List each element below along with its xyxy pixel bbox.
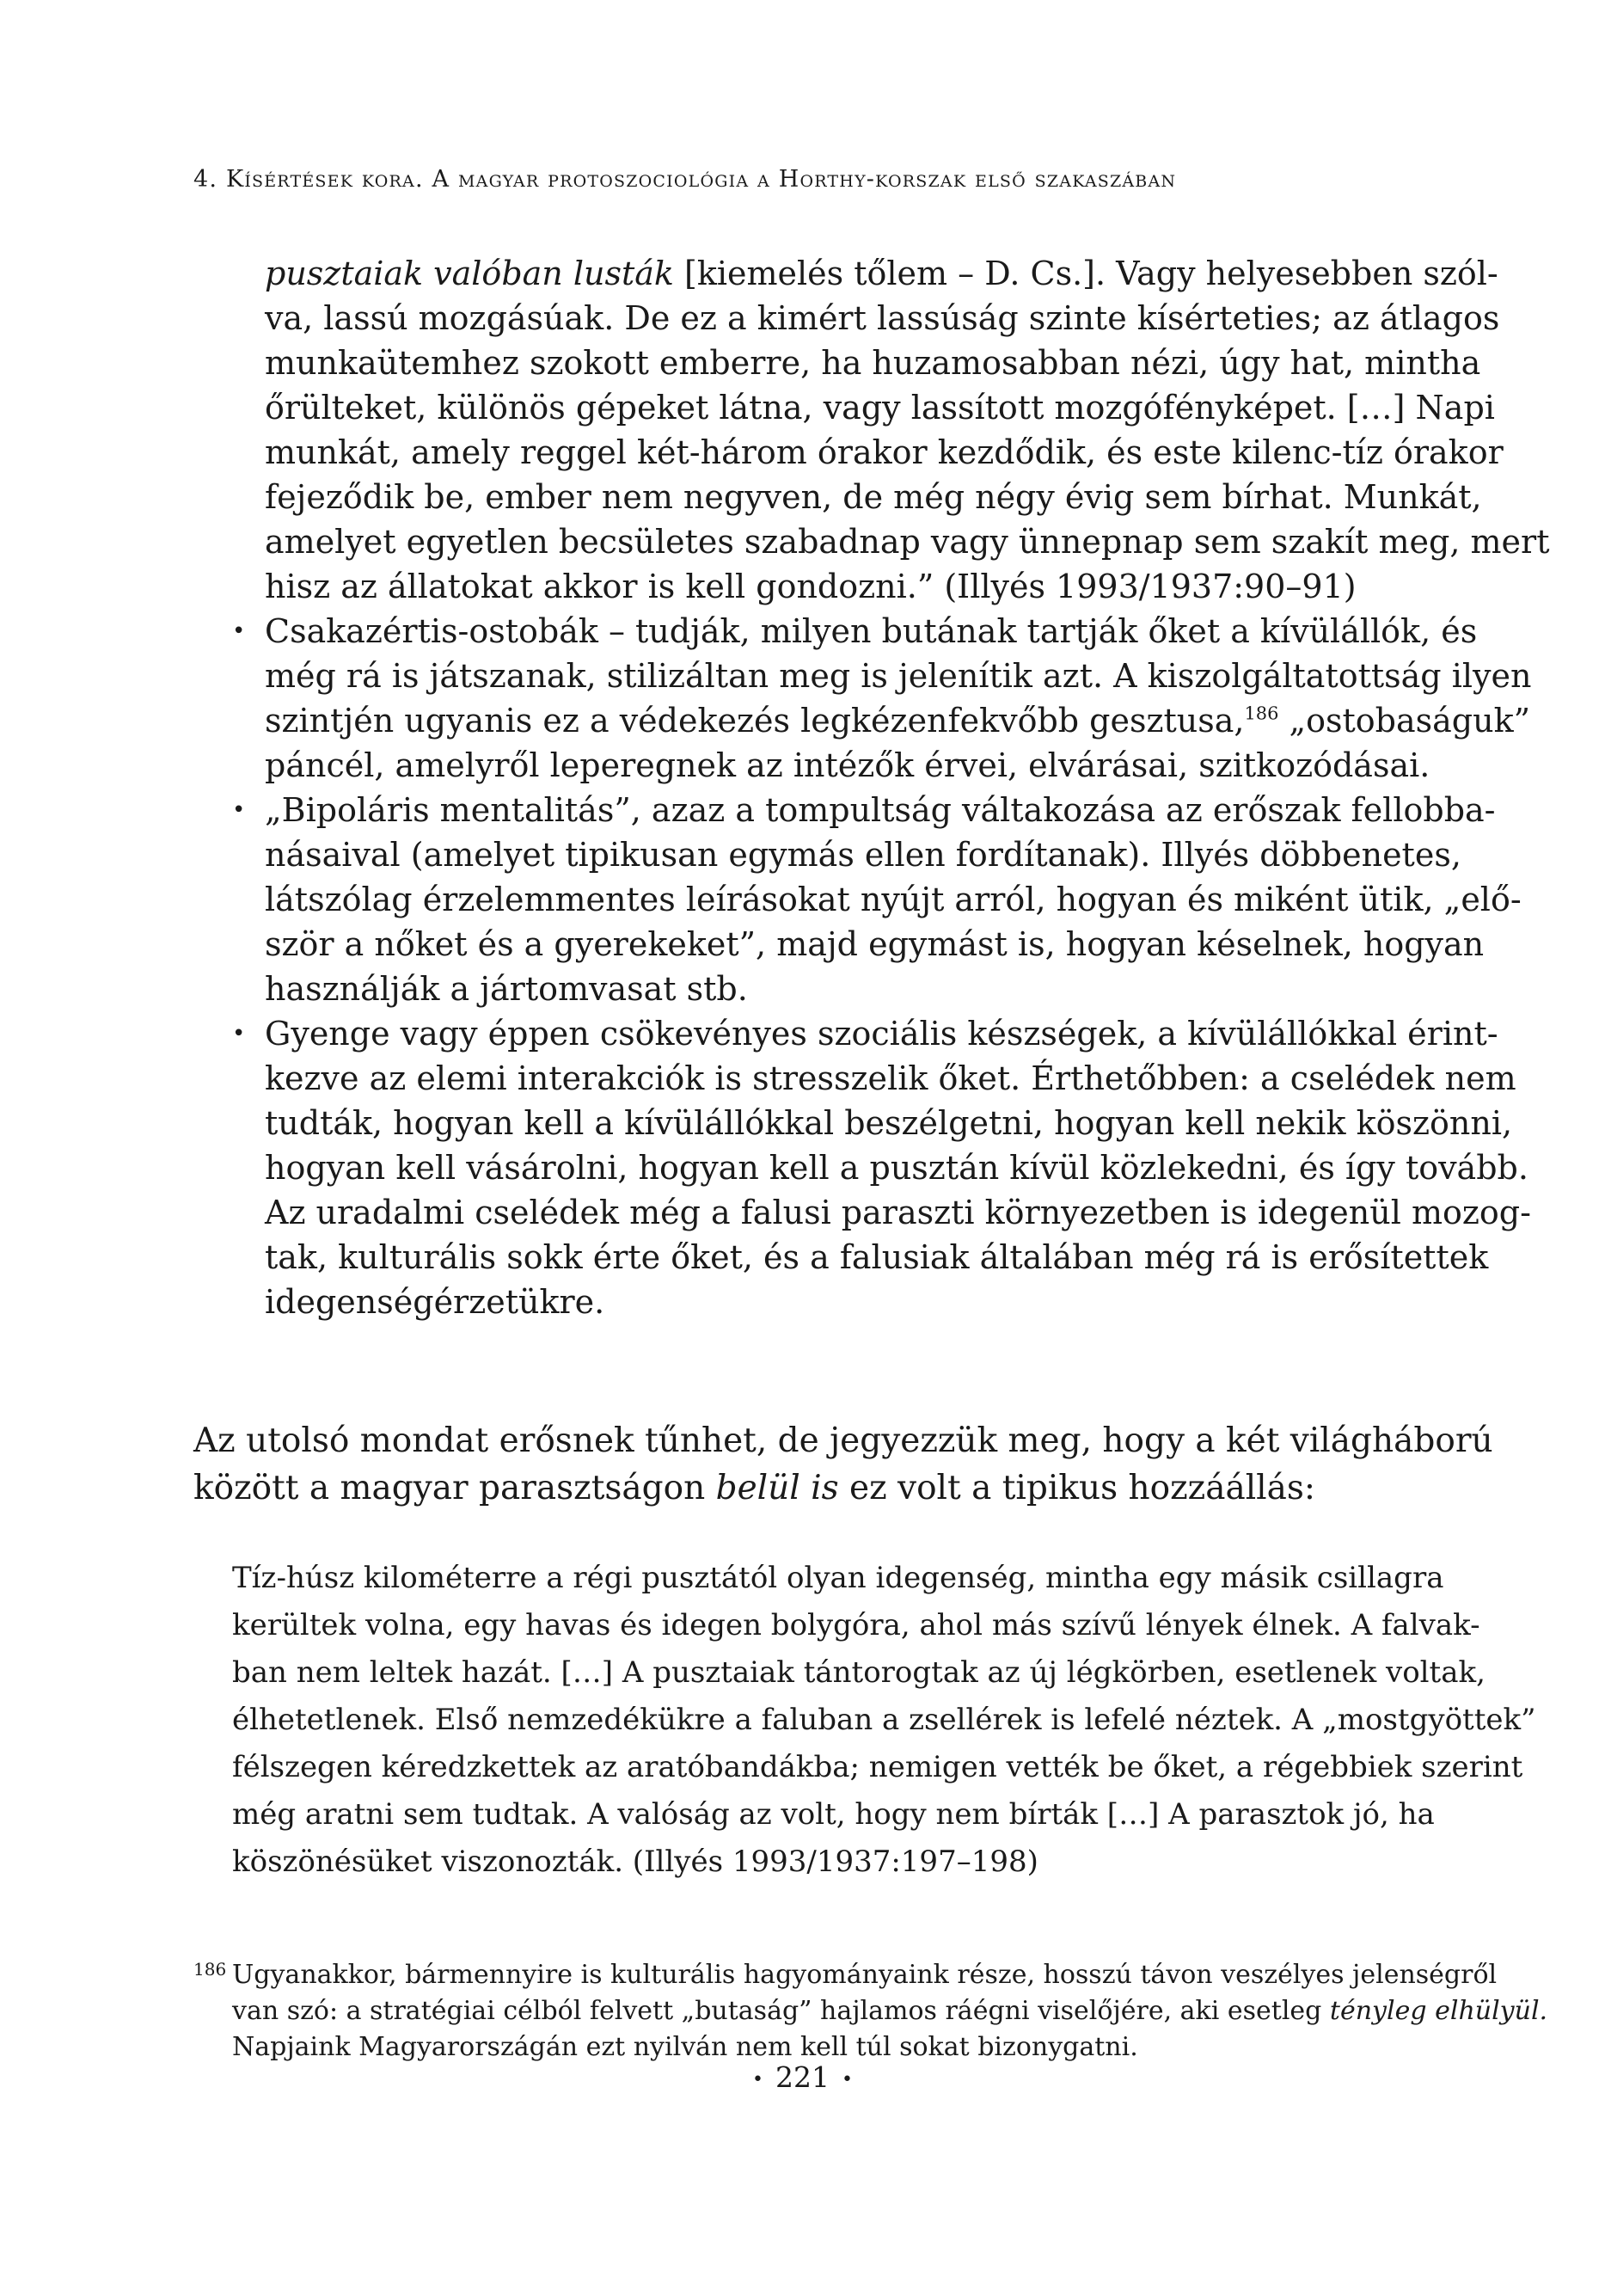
- footnote-text: [232, 1957, 1548, 2066]
- footnote-ref[interactable]: 186: [1244, 703, 1279, 724]
- italic-phrase: belül is: [715, 1469, 839, 1507]
- bullet-dot-icon: •: [232, 1021, 246, 1047]
- text-span: ez volt a tipikus hozzáállás:: [838, 1469, 1316, 1507]
- text-span: [kiemelés tőlem – D. Cs.]. Vagy helyesebben szól-: [673, 255, 1498, 292]
- text-line: ször a nőket és a gyerekeket”, majd egymást is, hogyan késelnek, hogyan: [265, 925, 1485, 963]
- running-head: 4. Kísértések kora. A magyar protoszociológia a Horthy-korszak első szakaszában: [193, 166, 1177, 193]
- bullet-text: [265, 1011, 1531, 1324]
- text-line: Az uradalmi cselédek még a falusi paraszti környezetben is idegenül mozog-: [265, 1194, 1531, 1231]
- text-line: őrülteket, különös gépeket látna, vagy lassított mozgófényképet. […] Napi: [265, 389, 1495, 427]
- text-line: látszólag érzelemmentes leírásokat nyújt arról, hogyan és miként ütik, „elő-: [265, 881, 1522, 918]
- text-line: még rá is játszanak, stilizáltan meg is jelenítik azt. A kiszolgáltatottság ilyen: [265, 657, 1532, 695]
- text-line: tak, kulturális sokk érte őket, és a falusiak általában még rá is erősítettek: [265, 1238, 1489, 1276]
- text-line: hogyan kell vásárolni, hogyan kell a pusztán kívül közlekedni, és így tovább.: [265, 1149, 1528, 1187]
- footnote-number: 186: [193, 1959, 227, 1980]
- text-line: idegenségérzetükre.: [265, 1283, 605, 1321]
- bullet-text: [265, 788, 1522, 1011]
- text-line: násaival (amelyet tipikusan egymás ellen fordítanak). Illyés döbbenetes,: [265, 836, 1461, 874]
- text-line: „Bipoláris mentalitás”, azaz a tompultság váltakozása az erőszak fellobba-: [265, 791, 1496, 829]
- text-line: munkaütemhez szokott emberre, ha huzamosabban nézi, úgy hat, mintha: [265, 344, 1481, 382]
- text-line: félszegen kéredzkettek az aratóbandákba; nemigen vették be őket, a régebbiek szerint: [232, 1750, 1523, 1784]
- bullet-dot-icon: •: [232, 618, 246, 644]
- text-line: ban nem leltek hazát. […] A pusztaiak tántorogtak az új légkörben, esetlenek voltak,: [232, 1655, 1486, 1690]
- text-line: kezve az elemi interakciók is stresszelik őket. Érthetőbben: a cselédek nem: [265, 1059, 1516, 1097]
- page-number-footer: [0, 2060, 1605, 2094]
- text-span: szintjén ugyanis ez a védekezés legkézenfekvőbb gesztusa,: [265, 702, 1245, 740]
- text-line: Az utolsó mondat erősnek tűnhet, de jegyezzük meg, hogy a két világháború: [193, 1421, 1493, 1460]
- text-line: köszönésüket viszonozták. (Illyés 1993/1937:197–198): [232, 1845, 1038, 1879]
- bullet-dot-icon: •: [752, 2068, 763, 2090]
- text-span: van szó: a stratégiai célból felvett „butaság” hajlamos ráégni viselőjére, aki esetleg: [232, 1996, 1330, 2026]
- italic-phrase: tényleg elhülyül.: [1329, 1996, 1548, 2026]
- text-line: használják a jártomvasat stb.: [265, 970, 748, 1008]
- text-line: páncél, amelyről leperegnek az intézők érvei, elvárásai, szitkozódásai.: [265, 746, 1430, 784]
- body-paragraph: [193, 1417, 1493, 1512]
- text-line: fejeződik be, ember nem negyven, de még négy évig sem bírhat. Munkát,: [265, 478, 1482, 516]
- text-line: Csakazértis-ostobák – tudják, milyen butának tartják őket a kívülállók, és: [265, 612, 1478, 650]
- text-line: még aratni sem tudtak. A valóság az volt, hogy nem bírták […] A parasztok jó, ha: [232, 1797, 1435, 1832]
- text-line: Napjaink Magyarországán ezt nyilván nem kell túl sokat bizonygatni.: [232, 2032, 1138, 2062]
- bullet-dot-icon: •: [232, 797, 246, 823]
- text-line: Gyenge vagy éppen csökevényes szociális készségek, a kívülállókkal érint-: [265, 1015, 1498, 1053]
- text-span: „ostobaságuk”: [1278, 702, 1531, 740]
- text-line: [265, 698, 1531, 743]
- text-line: élhetetlenek. Első nemzedékükre a faluban a zsellérek is lefelé néztek. A „mostgyöttek”: [232, 1703, 1536, 1737]
- italic-phrase: pusztaiak valóban lusták: [265, 255, 674, 292]
- block-quote: [232, 1555, 1536, 1886]
- text-line: kerültek volna, egy havas és idegen bolygóra, ahol más szívű lények élnek. A falvak-: [232, 1608, 1480, 1642]
- page-number: 221: [775, 2060, 830, 2094]
- text-line: [232, 1993, 1548, 2029]
- text-line: tudták, hogyan kell a kívülállókkal beszélgetni, hogyan kell nekik köszönni,: [265, 1104, 1513, 1142]
- text-line: hisz az állatokat akkor is kell gondozni.” (Illyés 1993/1937:90–91): [265, 568, 1357, 605]
- text-span: között a magyar parasztságon: [193, 1469, 716, 1507]
- text-line: [265, 251, 1498, 296]
- text-line: Ugyanakkor, bármennyire is kulturális hagyományaink része, hosszú távon veszélyes jelenségről: [232, 1960, 1498, 1990]
- bullet-dot-icon: •: [842, 2068, 853, 2090]
- text-line: amelyet egyetlen becsületes szabadnap vagy ünnepnap sem szakít meg, mert: [265, 523, 1550, 561]
- text-line: Tíz-húsz kilométerre a régi pusztától olyan idegenség, mintha egy másik csillagra: [232, 1561, 1444, 1595]
- bullet-text: [265, 609, 1532, 788]
- text-line: [193, 1464, 1410, 1512]
- continued-quote: [265, 251, 1550, 609]
- text-line: munkát, amely reggel két-három órakor kezdődik, és este kilenc-tíz órakor: [265, 433, 1504, 471]
- text-line: va, lassú mozgásúak. De ez a kimért lassúság szinte kísérteties; az átlagos: [265, 299, 1500, 337]
